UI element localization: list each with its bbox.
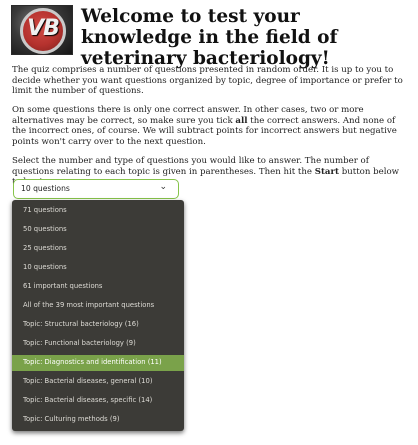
intro-paragraph-3: Select the number and type of questions you would like to answer. The number of questions relating to each topic is given in parentheses. Then hit the Start button below: [12, 156, 399, 177]
question-count-select[interactable]: [13, 179, 179, 199]
option-topic-culturing[interactable]: Topic: Culturing methods (9): [23, 415, 120, 423]
intro-paragraph-2: On some questions there is only one correct answer. In other cases, two or more alternatives may be correct, so make sure you tick all the correct answers. And none of the incorrect ones, of course. We will subtract points for incorrect answers but negative points won't carry over to the next question.: [12, 105, 397, 148]
vb-logo: [11, 5, 73, 55]
intro-text: [12, 65, 410, 196]
option-61-important-questions[interactable]: 61 important questions: [23, 282, 103, 290]
intro-paragraph-1: The quiz comprises a number of questions presented in random order. It is up to you to decide whether you want questions organized by topic, degree of importance or prefer to limit the number of questions.: [12, 65, 403, 97]
chevron-down-icon: ⌄: [159, 182, 167, 192]
option-topic-diseases-general[interactable]: Topic: Bacterial diseases, general (10): [23, 377, 153, 385]
option-39-most-important[interactable]: All of the 39 most important questions: [23, 301, 155, 309]
option-topic-functional[interactable]: Topic: Functional bacteriology (9): [23, 339, 136, 347]
option-71-questions[interactable]: 71 questions: [23, 206, 67, 214]
select-value: 10 questions: [21, 184, 70, 193]
option-25-questions[interactable]: 25 questions: [23, 244, 67, 252]
option-50-questions[interactable]: 50 questions: [23, 225, 67, 233]
option-topic-diseases-specific[interactable]: Topic: Bacterial diseases, specific (14): [23, 396, 153, 404]
option-topic-diagnostics[interactable]: Topic: Diagnostics and identification (11): [12, 355, 184, 371]
logo-letters: VB: [27, 16, 59, 41]
question-options-dropdown: [12, 200, 184, 431]
option-topic-structural[interactable]: Topic: Structural bacteriology (16): [23, 320, 139, 328]
option-10-questions[interactable]: 10 questions: [23, 263, 67, 271]
page-title: Welcome to test your knowledge in the field of veterinary bacteriology!: [81, 6, 338, 69]
